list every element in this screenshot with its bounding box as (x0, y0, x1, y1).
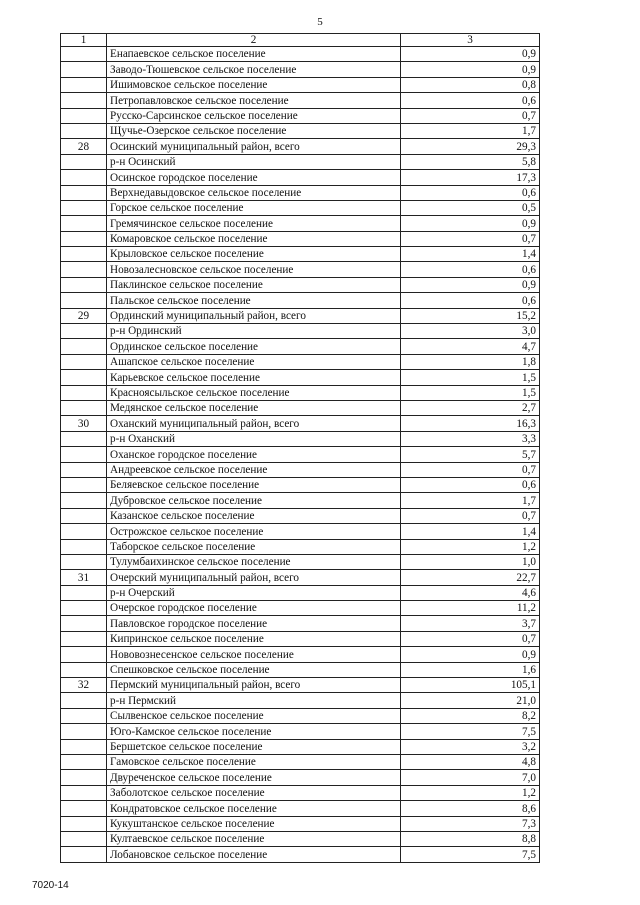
row-name-cell: Гамовское сельское поселение (107, 754, 401, 769)
row-number-cell (61, 108, 107, 123)
row-value-cell: 17,3 (401, 170, 540, 185)
table-row (61, 154, 540, 169)
row-name-cell: Тулумбаихинское сельское поселение (107, 554, 401, 569)
row-name-cell: Заводо-Тюшевское сельское поселение (107, 62, 401, 77)
row-name-cell: Оханский муниципальный район, всего (107, 416, 401, 431)
table-row (61, 431, 540, 446)
row-name-cell: Горское сельское поселение (107, 200, 401, 215)
row-value-cell: 1,4 (401, 524, 540, 539)
row-number-cell: 28 (61, 139, 107, 154)
row-value-cell: 0,9 (401, 47, 540, 62)
row-name-cell: Ординский муниципальный район, всего (107, 308, 401, 323)
row-value-cell: 15,2 (401, 308, 540, 323)
row-name-cell: Нововознесенское сельское поселение (107, 647, 401, 662)
table-row (61, 647, 540, 662)
row-name-cell: Очерский муниципальный район, всего (107, 570, 401, 585)
row-name-cell: Осинский муниципальный район, всего (107, 139, 401, 154)
row-value-cell: 1,7 (401, 493, 540, 508)
row-value-cell: 7,5 (401, 724, 540, 739)
table-row (61, 462, 540, 477)
table-row (61, 693, 540, 708)
row-number-cell (61, 462, 107, 477)
row-name-cell: Юго-Камское сельское поселение (107, 724, 401, 739)
row-value-cell: 5,8 (401, 154, 540, 169)
row-name-cell: Петропавловское сельское поселение (107, 93, 401, 108)
table-row (61, 185, 540, 200)
row-number-cell (61, 293, 107, 308)
row-name-cell: Верхнедавыдовское сельское поселение (107, 185, 401, 200)
row-value-cell: 0,6 (401, 293, 540, 308)
row-name-cell: Енапаевское сельское поселение (107, 47, 401, 62)
row-name-cell: Кипринское сельское поселение (107, 631, 401, 646)
table-row (61, 831, 540, 846)
row-value-cell: 4,8 (401, 754, 540, 769)
row-number-cell (61, 724, 107, 739)
row-value-cell: 3,7 (401, 616, 540, 631)
row-number-cell (61, 754, 107, 769)
row-name-cell: Щучье-Озерское сельское поселение (107, 123, 401, 138)
row-number-cell (61, 93, 107, 108)
row-number-cell: 30 (61, 416, 107, 431)
table-row (61, 293, 540, 308)
row-value-cell: 1,6 (401, 662, 540, 677)
row-number-cell (61, 62, 107, 77)
table-row (61, 739, 540, 754)
row-value-cell: 1,4 (401, 247, 540, 262)
row-value-cell: 3,3 (401, 431, 540, 446)
row-number-cell (61, 447, 107, 462)
table-row (61, 524, 540, 539)
row-name-cell: Лобановское сельское поселение (107, 847, 401, 862)
table-row (61, 370, 540, 385)
row-number-cell (61, 154, 107, 169)
row-name-cell: р-н Оханский (107, 431, 401, 446)
header-col-3: 3 (401, 34, 540, 47)
row-name-cell: Пальское сельское поселение (107, 293, 401, 308)
row-number-cell (61, 370, 107, 385)
table-row (61, 554, 540, 569)
row-number-cell (61, 739, 107, 754)
table-row (61, 662, 540, 677)
row-number-cell (61, 493, 107, 508)
row-value-cell: 22,7 (401, 570, 540, 585)
row-number-cell (61, 585, 107, 600)
row-value-cell: 0,5 (401, 200, 540, 215)
header-row (61, 34, 540, 47)
row-name-cell: Таборское сельское поселение (107, 539, 401, 554)
row-number-cell (61, 431, 107, 446)
row-value-cell: 1,5 (401, 385, 540, 400)
row-number-cell (61, 601, 107, 616)
row-value-cell: 4,7 (401, 339, 540, 354)
row-value-cell: 0,6 (401, 477, 540, 492)
row-number-cell (61, 693, 107, 708)
row-number-cell (61, 216, 107, 231)
table-row (61, 816, 540, 831)
row-number-cell (61, 816, 107, 831)
row-number-cell (61, 785, 107, 800)
row-value-cell: 1,5 (401, 370, 540, 385)
table-row (61, 585, 540, 600)
row-name-cell: Осинское городское поселение (107, 170, 401, 185)
row-value-cell: 11,2 (401, 601, 540, 616)
row-value-cell: 7,0 (401, 770, 540, 785)
row-name-cell: Русско-Сарсинское сельское поселение (107, 108, 401, 123)
row-number-cell (61, 277, 107, 292)
table-row (61, 708, 540, 723)
table-row (61, 139, 540, 154)
row-name-cell: Бершетское сельское поселение (107, 739, 401, 754)
table-row (61, 77, 540, 92)
table-row (61, 354, 540, 369)
row-number-cell (61, 231, 107, 246)
row-name-cell: Андреевское сельское поселение (107, 462, 401, 477)
table-body (61, 47, 540, 863)
table-row (61, 678, 540, 693)
row-number-cell (61, 185, 107, 200)
table-row (61, 601, 540, 616)
table-row (61, 247, 540, 262)
table-row (61, 231, 540, 246)
row-number-cell: 32 (61, 678, 107, 693)
row-value-cell: 0,9 (401, 62, 540, 77)
row-number-cell (61, 554, 107, 569)
row-name-cell: Оханское городское поселение (107, 447, 401, 462)
header-col-2: 2 (107, 34, 401, 47)
row-name-cell: Двуреченское сельское поселение (107, 770, 401, 785)
row-name-cell: Павловское городское поселение (107, 616, 401, 631)
row-number-cell (61, 47, 107, 62)
row-name-cell: Медянское сельское поселение (107, 400, 401, 415)
table-row (61, 508, 540, 523)
table-row (61, 200, 540, 215)
row-name-cell: Красноясыльское сельское поселение (107, 385, 401, 400)
row-value-cell: 16,3 (401, 416, 540, 431)
row-value-cell: 0,6 (401, 93, 540, 108)
table-row (61, 631, 540, 646)
table-row (61, 170, 540, 185)
row-name-cell: Новозалесновское сельское поселение (107, 262, 401, 277)
row-name-cell: р-н Осинский (107, 154, 401, 169)
row-value-cell: 0,6 (401, 185, 540, 200)
table-row (61, 847, 540, 862)
row-value-cell: 3,0 (401, 324, 540, 339)
row-number-cell (61, 847, 107, 862)
row-value-cell: 5,7 (401, 447, 540, 462)
row-name-cell: Кондратовское сельское поселение (107, 801, 401, 816)
row-name-cell: Очерское городское поселение (107, 601, 401, 616)
table-row (61, 616, 540, 631)
row-number-cell (61, 524, 107, 539)
row-name-cell: р-н Очерский (107, 585, 401, 600)
table-row (61, 724, 540, 739)
row-number-cell (61, 539, 107, 554)
row-number-cell (61, 262, 107, 277)
table-row (61, 770, 540, 785)
table-row (61, 123, 540, 138)
row-number-cell (61, 831, 107, 846)
row-number-cell (61, 647, 107, 662)
row-value-cell: 0,7 (401, 631, 540, 646)
table-row (61, 262, 540, 277)
row-number-cell (61, 631, 107, 646)
row-value-cell: 0,8 (401, 77, 540, 92)
row-value-cell: 0,9 (401, 216, 540, 231)
row-value-cell: 0,6 (401, 262, 540, 277)
row-value-cell: 7,5 (401, 847, 540, 862)
table-header (61, 34, 540, 47)
row-value-cell: 3,2 (401, 739, 540, 754)
row-number-cell (61, 662, 107, 677)
row-number-cell (61, 616, 107, 631)
table-row (61, 385, 540, 400)
table-row (61, 447, 540, 462)
row-value-cell: 8,8 (401, 831, 540, 846)
table-row (61, 216, 540, 231)
row-number-cell (61, 324, 107, 339)
row-value-cell: 29,3 (401, 139, 540, 154)
row-name-cell: Сылвенское сельское поселение (107, 708, 401, 723)
row-number-cell: 29 (61, 308, 107, 323)
row-name-cell: Пермский муниципальный район, всего (107, 678, 401, 693)
row-number-cell (61, 123, 107, 138)
row-value-cell: 7,3 (401, 816, 540, 831)
row-value-cell: 1,0 (401, 554, 540, 569)
table-row (61, 570, 540, 585)
row-number-cell (61, 708, 107, 723)
row-name-cell: Карьевское сельское поселение (107, 370, 401, 385)
document-code: 7020-14 (32, 880, 69, 891)
row-number-cell (61, 247, 107, 262)
table-row (61, 400, 540, 415)
row-number-cell (61, 385, 107, 400)
row-number-cell (61, 339, 107, 354)
row-name-cell: р-н Пермский (107, 693, 401, 708)
row-number-cell (61, 477, 107, 492)
row-value-cell: 1,7 (401, 123, 540, 138)
row-value-cell: 21,0 (401, 693, 540, 708)
table-row (61, 47, 540, 62)
row-value-cell: 8,2 (401, 708, 540, 723)
table-row (61, 277, 540, 292)
table-row (61, 539, 540, 554)
row-value-cell: 0,7 (401, 231, 540, 246)
table-row (61, 324, 540, 339)
table-row (61, 477, 540, 492)
row-value-cell: 0,7 (401, 108, 540, 123)
row-name-cell: Паклинское сельское поселение (107, 277, 401, 292)
data-table (60, 33, 540, 863)
table-row (61, 339, 540, 354)
row-value-cell: 2,7 (401, 400, 540, 415)
page-number: 5 (317, 16, 323, 28)
row-name-cell: Комаровское сельское поселение (107, 231, 401, 246)
row-value-cell: 8,6 (401, 801, 540, 816)
row-name-cell: Ординское сельское поселение (107, 339, 401, 354)
row-number-cell (61, 354, 107, 369)
row-name-cell: Култаевское сельское поселение (107, 831, 401, 846)
row-number-cell (61, 400, 107, 415)
row-name-cell: Крыловское сельское поселение (107, 247, 401, 262)
row-name-cell: Дубровское сельское поселение (107, 493, 401, 508)
table-row (61, 754, 540, 769)
row-name-cell: Ашапское сельское поселение (107, 354, 401, 369)
row-value-cell: 0,9 (401, 647, 540, 662)
row-name-cell: Кукуштанское сельское поселение (107, 816, 401, 831)
row-number-cell (61, 170, 107, 185)
row-number-cell (61, 77, 107, 92)
table-row (61, 493, 540, 508)
row-number-cell (61, 770, 107, 785)
table-row (61, 108, 540, 123)
row-value-cell: 0,7 (401, 508, 540, 523)
table-row (61, 785, 540, 800)
row-name-cell: р-н Ординский (107, 324, 401, 339)
row-number-cell (61, 200, 107, 215)
row-name-cell: Заболотское сельское поселение (107, 785, 401, 800)
row-name-cell: Острожское сельское поселение (107, 524, 401, 539)
row-name-cell: Гремячинское сельское поселение (107, 216, 401, 231)
row-number-cell (61, 508, 107, 523)
row-value-cell: 1,2 (401, 785, 540, 800)
row-number-cell: 31 (61, 570, 107, 585)
row-name-cell: Казанское сельское поселение (107, 508, 401, 523)
header-col-1: 1 (61, 34, 107, 47)
table-row (61, 62, 540, 77)
table-row (61, 801, 540, 816)
table-row (61, 93, 540, 108)
row-value-cell: 0,9 (401, 277, 540, 292)
row-value-cell: 105,1 (401, 678, 540, 693)
table-row (61, 416, 540, 431)
row-value-cell: 0,7 (401, 462, 540, 477)
row-number-cell (61, 801, 107, 816)
table-row (61, 308, 540, 323)
row-name-cell: Спешковское сельское поселение (107, 662, 401, 677)
row-value-cell: 1,2 (401, 539, 540, 554)
row-value-cell: 4,6 (401, 585, 540, 600)
row-value-cell: 1,8 (401, 354, 540, 369)
row-name-cell: Беляевское сельское поселение (107, 477, 401, 492)
row-name-cell: Ишимовское сельское поселение (107, 77, 401, 92)
